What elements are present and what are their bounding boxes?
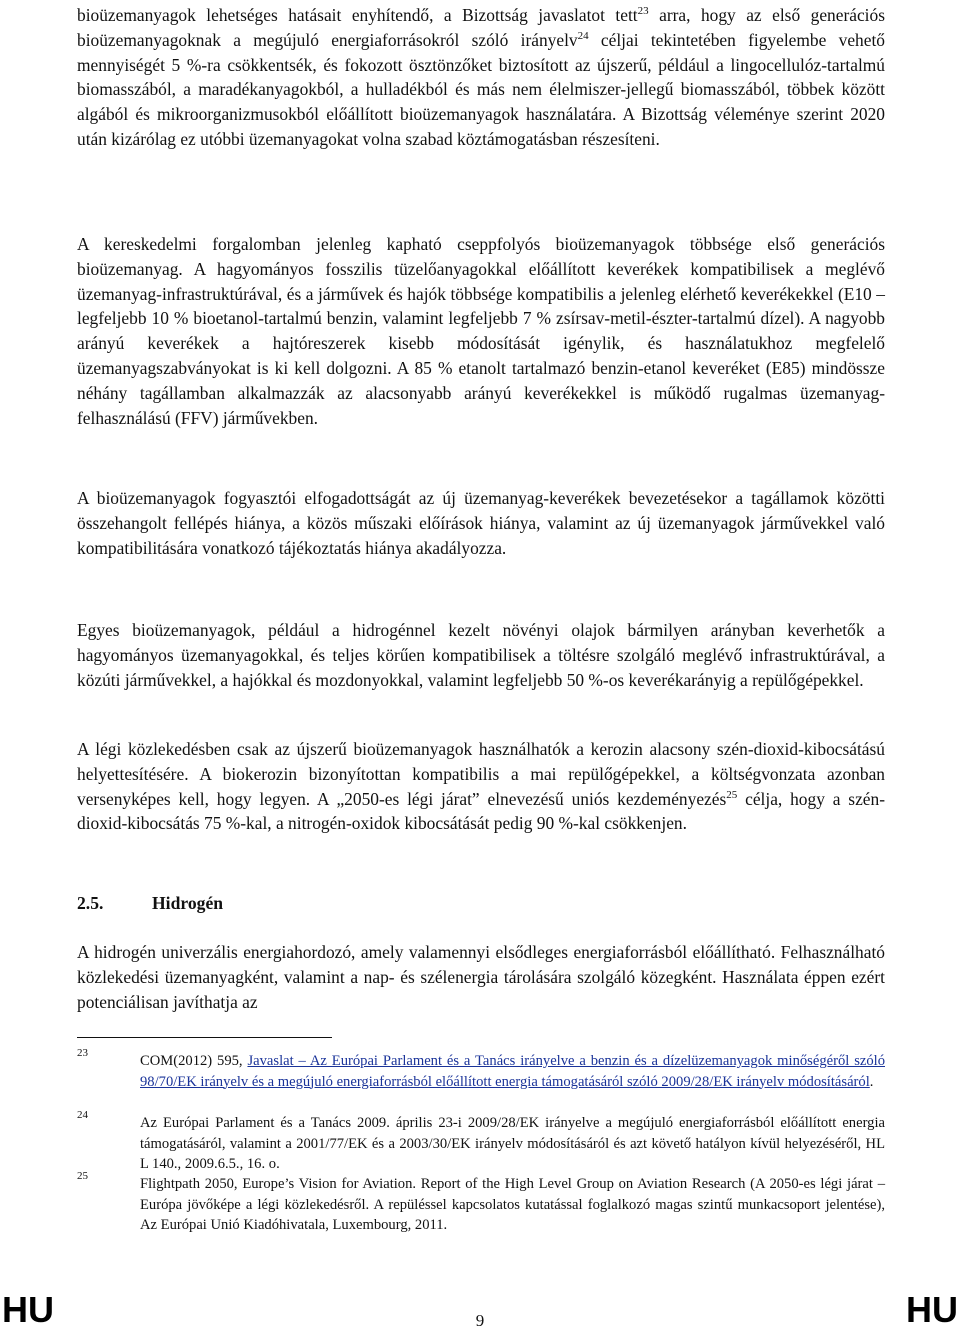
language-code-left: HU (2, 1289, 54, 1330)
footnote-ref-25[interactable]: 25 (726, 788, 738, 801)
page-number: 9 (475, 1311, 485, 1330)
footnote-mark: 25 (77, 1170, 88, 1182)
footnote-text (140, 1051, 885, 1092)
paragraph-text: bioüzemanyagok lehetséges hatásait enyhítendő, a Bizottság javaslatot tett (77, 5, 638, 25)
footnote-separator (77, 1037, 332, 1038)
section-title: Hidrogén (152, 893, 224, 913)
footnote-24 (77, 1109, 885, 1175)
paragraph-text: A légi közlekedésben csak az újszerű bioüzemanyagok használhatók a kerozin alacsony szén-dioxid-kibocsátású helyettesítésére. A biokerozin bizonyítottan kompatibilis a mai repülőgépekkel, a költségvonzata azonban versenyképes kell, hogy legyen. A „2050-es légi járat” elnevezésű uniós kezdeményezés (77, 739, 885, 809)
footnote-mark: 24 (77, 1109, 88, 1121)
paragraph-first-generation: A kereskedelmi forgalomban jelenleg kapható cseppfolyós bioüzemanyagok többsége első generációs bioüzemanyag. A hagyományos fosszilis tüzelőanyagokkal előállított keverékek kompatibilisek a meglévő üzemanyag-infrastruktúrával, és a járművek és hajók többsége kompatibilis a jelenleg elérhető keverékekkel (E10 – legfeljebb 10 % bioetanol-tartalmú benzin, valamint legfeljebb 7 % zsírsav-metil-észter-tartalmú dízel). A nagyobb arányú keverékek a hajtóreszerek kisebb módosítását igénylik, és használatukhoz megfelelő üzemanyagszabványokat is ki kell dolgozni. A 85 % etanolt tartalmazó benzin-etanol keveréket (E85) mindössze néhány tagállamban alkalmazzák az alacsonyabb arányú keverékekkel is működő rugalmas üzemanyag-felhasználású (FFV) járművekben. (77, 234, 885, 428)
paragraph-biofuel-impacts (77, 3, 885, 152)
paragraph-hydrogen: A hidrogén univerzális energiahordozó, amely valamennyi elsődleges energiaforrásból előállítható. Felhasználható közlekedési üzemanyagként, valamint a nap- és szélenergia tárolására szolgáló közegként. Használata éppen ezért potenciálisan javíthatja az (77, 942, 885, 1012)
paragraph-text: célja, hogy a szén-dioxid-kibocsátás 75 %-kal, a nitrogén-oxidok kibocsátását pedig 90 %-kal csökkenjen. (77, 788, 885, 834)
paragraph-aviation (77, 737, 885, 836)
language-code-right: HU (906, 1289, 958, 1330)
paragraph-text: céljai tekintetében figyelembe vehető mennyiségét 5 %-ra csökkentsék, és fokozott ösztönzőket biztosított az újszerű, például a lingocellulóz-tartalmú biomasszából, a maradékanyagokból, a hulladékból és más nem élelmiszer-jellegű biomasszából, többek között algából és mikroorganizmusokból előállított bioüzemanyagok használatára. A Bizottság véleménye szerint 2020 után kizárólag ez utóbbi üzemanyagokat volna szabad köztámogatásban részesíteni. (77, 29, 885, 149)
section-number: 2.5. (77, 893, 104, 913)
footnote-text: Flightpath 2050, Europe’s Vision for Aviation. Report of the High Level Group on Aviation Research (A 2050-es légi járat – Európa jövőképe a légi közlekedésről. A repüléssel kapcsolatos kutatással foglalkozó magas szintű munkacsoport jelentése), Az Európai Unió Kiadóhivatala, Luxembourg, 2011. (140, 1176, 885, 1233)
paragraph-text: arra, hogy az első generációs bioüzemanyagoknak a megújuló energiaforrásokról szóló irányelv (77, 5, 885, 50)
footnote-text: Az Európai Parlament és a Tanács 2009. április 23-i 2009/28/EK irányelve a megújuló energiaforrásból előállított energia támogatásáról, valamint a 2001/77/EK és a 2003/30/EK irányelv módosításáról és azt követő hatályon kívül helyezéséről, HL L 140., 2009.6.5., 16. o. (140, 1115, 885, 1172)
footnote-suffix: . (869, 1073, 874, 1090)
footnote-ref-24[interactable]: 24 (577, 30, 589, 42)
footnote-mark: 23 (77, 1047, 88, 1059)
footnote-23 (77, 1047, 885, 1092)
paragraph-hvo-compatibility: Egyes bioüzemanyagok, például a hidrogénnel kezelt növényi olajok bármilyen arányban keverhetők a hagyományos üzemanyagokkal, és teljes körűen kompatibilisek a töltésre szolgáló meglévő infrastruktúrával, a közúti járművekkel, a hajókkal és mozdonyokkal, valamint legfeljebb 50 %-os keverékarányig a repülőgépekkel. (77, 620, 885, 690)
footnote-ref-23[interactable]: 23 (637, 5, 649, 18)
paragraph-consumer-acceptance: A bioüzemanyagok fogyasztói elfogadottságát az új üzemanyag-keverékek bevezetésekor a tagállamok közötti összehangolt fellépés hiánya, a közös műszaki előírások hiánya, valamint az új üzemanyagok járművekkel való kompatibilitására vonatkozó tájékoztatás hiánya akadályozza. (77, 488, 885, 558)
footnote-25 (77, 1170, 885, 1236)
footnote-prefix: COM(2012) 595, (140, 1053, 248, 1069)
footnote-link[interactable]: Javaslat – Az Európai Parlament és a Tanács irányelve a benzin és a dízelüzemanyagok minőségéről szóló 98/70/EK irányelv és a megújuló energiaforrásból előállított energia támogatásáról szóló 2009/28/EK irányelv módosításáról (140, 1053, 885, 1090)
section-heading (77, 891, 885, 916)
